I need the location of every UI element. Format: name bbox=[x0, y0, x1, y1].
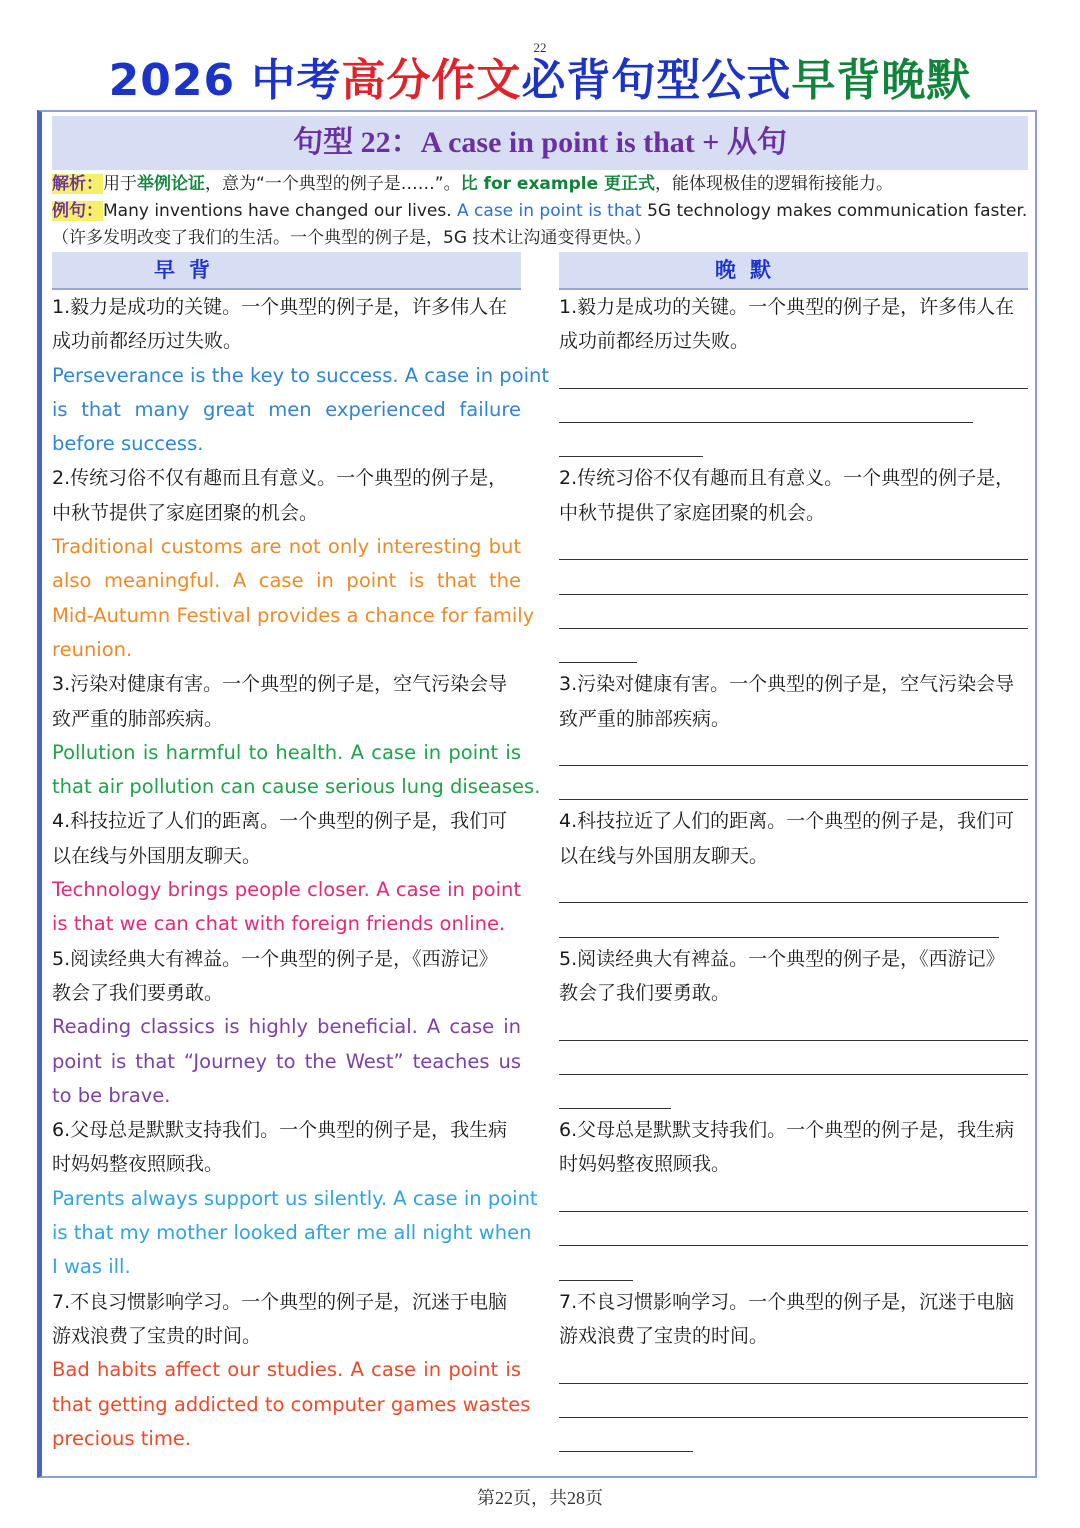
morning-english-line: Technology brings people closer. A case in point bbox=[52, 878, 521, 902]
morning-english-line: is that my mother looked after me all night when bbox=[52, 1221, 532, 1245]
answer-blank-line[interactable] bbox=[559, 1182, 1028, 1216]
answer-blank-line[interactable] bbox=[559, 1388, 1028, 1422]
header-evening: 晚默 bbox=[559, 252, 1028, 290]
example-note bbox=[52, 198, 1042, 224]
morning-english-line: Mid-Autumn Festival provides a chance for family bbox=[52, 603, 535, 627]
answer-blank-line[interactable] bbox=[559, 1353, 1028, 1387]
pattern-subtitle: 句型 22：A case in point is that + 从句 bbox=[52, 116, 1028, 170]
answer-blank-line[interactable] bbox=[559, 1250, 1028, 1284]
evening-chinese-line: 中秋节提供了家庭团聚的机会。 bbox=[559, 501, 826, 524]
answer-blank-line[interactable] bbox=[559, 1010, 1028, 1044]
morning-english-line: Traditional customs are not only interesting but bbox=[52, 535, 521, 559]
analysis-text-1: 用于 bbox=[103, 174, 137, 194]
morning-chinese-line: 致严重的肺部疾病。 bbox=[52, 707, 224, 730]
evening-chinese-line: 2.传统习俗不仅有趣而且有意义。一个典型的例子是， bbox=[559, 467, 1015, 490]
morning-column bbox=[52, 290, 550, 1456]
analysis-text-2: ，意为“一个典型的例子是……”。 bbox=[205, 174, 461, 194]
answer-blank-line[interactable] bbox=[559, 1079, 1028, 1113]
example-highlight: A case in point is that bbox=[457, 201, 642, 221]
morning-english-line: is that we can chat with foreign friends online. bbox=[52, 912, 506, 936]
evening-column bbox=[559, 290, 1028, 1456]
example-text-1: Many inventions have changed our lives. bbox=[103, 201, 458, 221]
answer-blank-line[interactable] bbox=[559, 770, 1028, 804]
morning-english-line: precious time. bbox=[52, 1426, 192, 1450]
analysis-highlight-2: 比 for example 更正式 bbox=[460, 174, 656, 194]
analysis-note bbox=[52, 171, 1042, 197]
morning-english-line: I was ill. bbox=[52, 1255, 131, 1279]
morning-english-line: reunion. bbox=[52, 637, 133, 661]
morning-english-line: is that many great men experienced failure bbox=[52, 397, 521, 421]
evening-chinese-line: 3.污染对健康有害。一个典型的例子是，空气污染会导 bbox=[559, 673, 1015, 696]
top-page-number: 22 bbox=[533, 40, 547, 55]
answer-blank-line[interactable] bbox=[559, 427, 1028, 461]
answer-blank-line[interactable] bbox=[559, 907, 1028, 941]
analysis-highlight-1: 举例论证 bbox=[137, 174, 205, 194]
morning-english-line: Parents always support us silently. A case in point bbox=[52, 1186, 538, 1210]
evening-chinese-line: 游戏浪费了宝贵的时间。 bbox=[559, 1324, 769, 1347]
morning-chinese-line: 教会了我们要勇敢。 bbox=[52, 981, 224, 1004]
morning-chinese-line: 2.传统习俗不仅有趣而且有意义。一个典型的例子是， bbox=[52, 467, 508, 490]
morning-chinese-line: 4.科技拉近了人们的距离。一个典型的例子是，我们可 bbox=[52, 810, 508, 833]
morning-english-line: that getting addicted to computer games wastes bbox=[52, 1392, 531, 1416]
answer-blank-line[interactable] bbox=[559, 599, 1028, 633]
answer-blank-line[interactable] bbox=[559, 1216, 1028, 1250]
evening-chinese-line: 1.毅力是成功的关键。一个典型的例子是，许多伟人在 bbox=[559, 296, 1015, 318]
header-morning: 早背 bbox=[52, 252, 521, 290]
answer-blank-line[interactable] bbox=[559, 873, 1028, 907]
answer-blank-line[interactable] bbox=[559, 1045, 1028, 1079]
example-translation: （许多发明改变了我们的生活。一个典型的例子是，5G 技术让沟通变得更快。） bbox=[52, 228, 651, 248]
main-title bbox=[0, 44, 1080, 108]
morning-chinese-line: 5.阅读经典大有裨益。一个典型的例子是，《西游记》 bbox=[52, 947, 498, 970]
answer-blank-line[interactable] bbox=[559, 633, 1028, 667]
title-part-2: 高分作文 bbox=[341, 55, 522, 106]
evening-chinese-line: 致严重的肺部疾病。 bbox=[559, 707, 731, 730]
title-part-3: 必背句型公式 bbox=[521, 55, 792, 106]
morning-english-line: to be brave. bbox=[52, 1083, 171, 1107]
evening-chinese-line: 5.阅读经典大有裨益。一个典型的例子是，《西游记》 bbox=[559, 947, 1005, 970]
title-part-4: 早背晚默 bbox=[791, 55, 972, 106]
morning-english-line: point is that “Journey to the West” teaches us bbox=[52, 1049, 521, 1073]
morning-english-line: Bad habits affect our studies. A case in point is bbox=[52, 1358, 521, 1382]
evening-chinese-line: 成功前都经历过失败。 bbox=[559, 330, 750, 353]
morning-chinese-line: 中秋节提供了家庭团聚的机会。 bbox=[52, 501, 319, 524]
answer-blank-line[interactable] bbox=[559, 1422, 1028, 1456]
morning-english-line: Perseverance is the key to success. A case in point bbox=[52, 363, 550, 387]
morning-english-line: before success. bbox=[52, 432, 204, 456]
morning-english-line: Reading classics is highly beneficial. A case in bbox=[52, 1015, 521, 1039]
example-text-2: 5G technology makes communication faster. bbox=[641, 201, 1028, 221]
evening-chinese-line: 教会了我们要勇敢。 bbox=[559, 981, 731, 1004]
morning-chinese-line: 1.毅力是成功的关键。一个典型的例子是，许多伟人在 bbox=[52, 296, 508, 318]
morning-chinese-line: 时妈妈整夜照顾我。 bbox=[52, 1153, 224, 1176]
evening-chinese-line: 7.不良习惯影响学习。一个典型的例子是，沉迷于电脑 bbox=[559, 1290, 1015, 1313]
analysis-text-3: ，能体现极佳的逻辑衔接能力。 bbox=[655, 174, 894, 194]
answer-blank-line[interactable] bbox=[559, 564, 1028, 598]
example-label: 例句： bbox=[52, 201, 103, 221]
evening-chinese-line: 6.父母总是默默支持我们。一个典型的例子是，我生病 bbox=[559, 1119, 1015, 1142]
morning-chinese-line: 6.父母总是默默支持我们。一个典型的例子是，我生病 bbox=[52, 1119, 508, 1142]
morning-chinese-line: 成功前都经历过失败。 bbox=[52, 330, 243, 353]
answer-blank-line[interactable] bbox=[559, 393, 1028, 427]
morning-english-line: that air pollution can cause serious lung diseases. bbox=[52, 775, 541, 799]
evening-chinese-line: 时妈妈整夜照顾我。 bbox=[559, 1153, 731, 1176]
answer-blank-line[interactable] bbox=[559, 359, 1028, 393]
evening-chinese-line: 4.科技拉近了人们的距离。一个典型的例子是，我们可 bbox=[559, 810, 1015, 833]
morning-chinese-line: 3.污染对健康有害。一个典型的例子是，空气污染会导 bbox=[52, 673, 508, 696]
page-footer: 第22页，共28页 bbox=[477, 1488, 603, 1508]
morning-english-line: also meaningful. A case in point is that the bbox=[52, 569, 521, 593]
analysis-label: 解析： bbox=[52, 174, 103, 194]
morning-chinese-line: 游戏浪费了宝贵的时间。 bbox=[52, 1324, 262, 1347]
answer-blank-line[interactable] bbox=[559, 736, 1028, 770]
title-part-1: 2026 中考 bbox=[108, 55, 342, 106]
morning-chinese-line: 7.不良习惯影响学习。一个典型的例子是，沉迷于电脑 bbox=[52, 1290, 508, 1313]
morning-chinese-line: 以在线与外国朋友聊天。 bbox=[52, 844, 262, 867]
evening-chinese-line: 以在线与外国朋友聊天。 bbox=[559, 844, 769, 867]
answer-blank-line[interactable] bbox=[559, 530, 1028, 564]
morning-english-line: Pollution is harmful to health. A case in point is bbox=[52, 740, 521, 764]
